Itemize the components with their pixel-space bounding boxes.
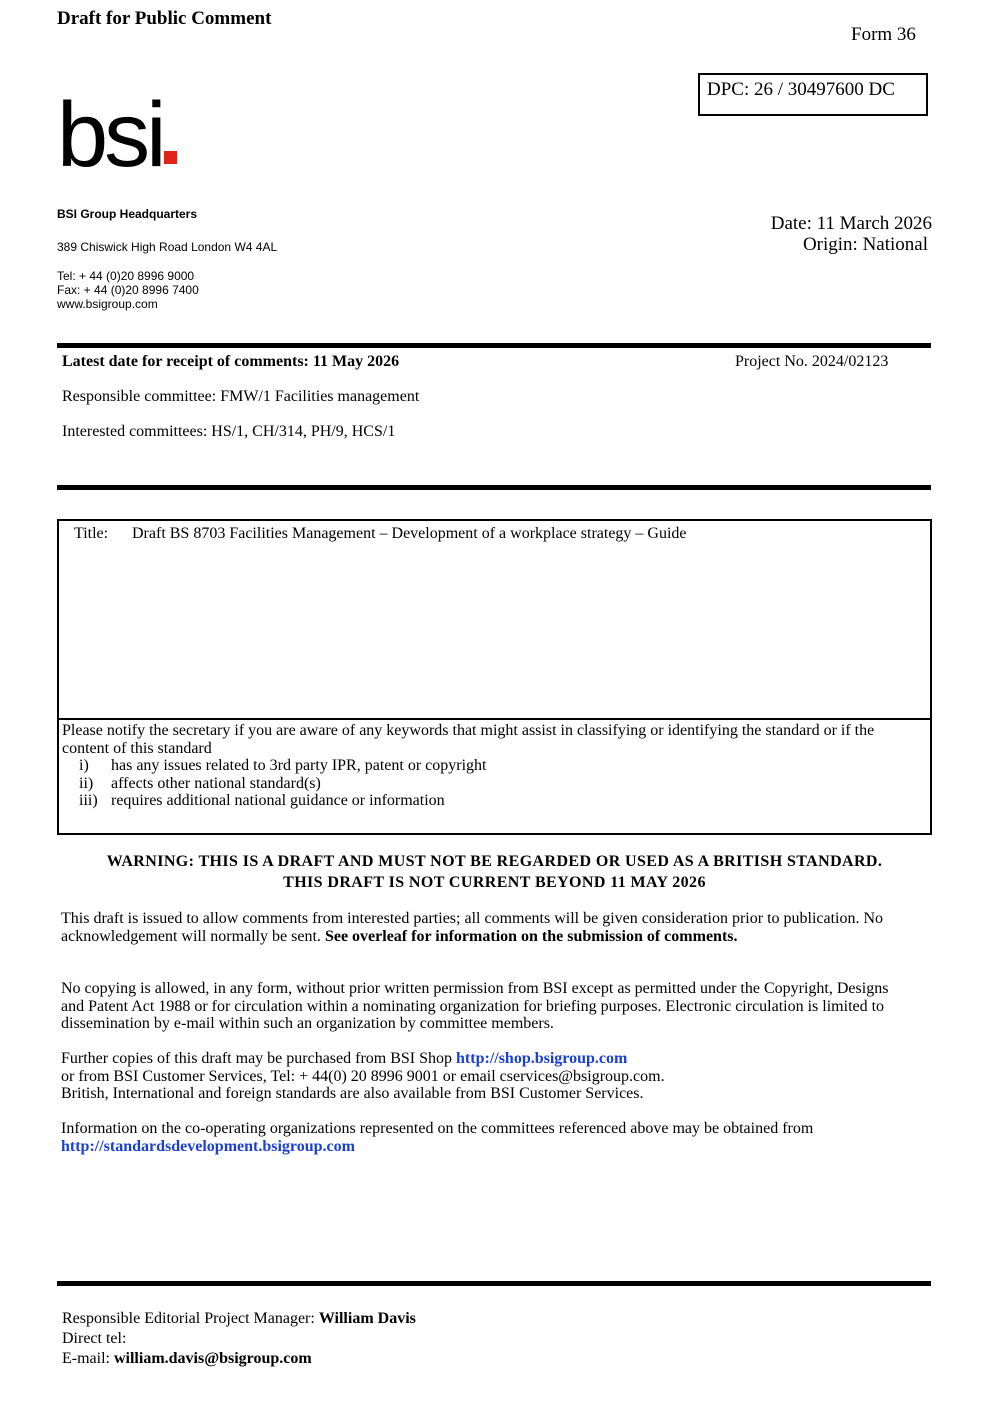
standards-availability-line: British, International and foreign standards are also available from BSI Customer Services. — [61, 1085, 644, 1102]
hq-fax: Fax: + 44 (0)20 8996 7400 — [57, 283, 199, 297]
purchase-text: Further copies of this draft may be purchased from BSI Shop — [61, 1050, 453, 1067]
notify-intro: Please notify the secretary if you are aware of any keywords that might assist in classifying or identifying the standard or if the content of this standard — [62, 722, 875, 757]
title-box — [57, 519, 932, 835]
email-label: E-mail: — [62, 1350, 110, 1367]
hq-tel: Tel: + 44 (0)20 8996 9000 — [57, 269, 195, 283]
dpc-reference-box — [698, 73, 928, 116]
overleaf-note: See overleaf for information on the submission of comments. — [324, 927, 738, 945]
title-row — [74, 525, 687, 543]
middle-rule — [57, 485, 931, 490]
box-divider — [59, 718, 930, 720]
standards-development-link[interactable]: http://standardsdevelopment.bsigroup.com — [61, 1137, 355, 1155]
project-number: Project No. 2024/02123 — [735, 353, 889, 370]
top-rule — [57, 343, 931, 348]
info-text: Information on the co-operating organizations represented on the committees referenced above may be obtained from — [61, 1120, 814, 1137]
draft-warning — [57, 851, 932, 893]
notify-item: iii) requires additional national guidance or information — [79, 792, 445, 809]
hq-name: BSI Group Headquarters — [57, 207, 198, 221]
document-title: Draft BS 8703 Facilities Management – Development of a workplace strategy – Guide — [132, 525, 687, 542]
notify-item: ii) affects other national standard(s) — [79, 774, 321, 792]
warning-line-1: WARNING: THIS IS A DRAFT AND MUST NOT BE REGARDED OR USED AS A BRITISH STANDARD. — [106, 853, 883, 870]
bsi-logo-text: bsi — [57, 88, 163, 178]
hq-web[interactable]: www.bsigroup.com — [57, 297, 158, 311]
bottom-rule — [57, 1281, 931, 1286]
email-value[interactable]: william.davis@bsigroup.com — [113, 1350, 312, 1367]
dpc-reference: DPC: 26 / 30497600 DC — [707, 79, 895, 100]
bsi-logo-dot — [164, 151, 177, 164]
manager-name: William Davis — [318, 1310, 416, 1327]
issue-date: Date: 11 March 2026 — [770, 213, 932, 234]
notify-item: i) has any issues related to 3rd party IPR, patent or copyright — [79, 757, 487, 774]
copyright-paragraph: No copying is allowed, in any form, without prior written permission from BSI except as permitted under the Copyright, Designs and Patent Act 1988 or for circulation within a nominating organization for briefing purposes. Electronic circulation is limited to dissemination by e-mail within such an organization by committee members. — [61, 980, 889, 1032]
manager-label: Responsible Editorial Project Manager: — [62, 1310, 315, 1327]
draft-label: Draft for Public Comment — [57, 8, 272, 29]
notify-section — [62, 722, 922, 810]
info-paragraph — [61, 1120, 901, 1155]
issue-paragraph — [61, 910, 901, 945]
bsi-logo — [57, 88, 197, 178]
title-label: Title: — [74, 525, 109, 542]
interested-committees: Interested committees: HS/1, CH/314, PH/9, HCS/1 — [62, 423, 396, 440]
origin: Origin: National — [802, 234, 928, 255]
form-label: Form 36 — [851, 24, 916, 45]
hq-address: 389 Chiswick High Road London W4 4AL — [57, 240, 278, 254]
purchase-paragraph — [61, 1050, 901, 1103]
shop-link[interactable]: http://shop.bsigroup.com — [456, 1050, 628, 1067]
manager-email — [62, 1350, 312, 1368]
project-manager — [62, 1310, 416, 1328]
latest-comment-date: Latest date for receipt of comments: 11 May 2026 — [62, 353, 400, 370]
issue-text: This draft is issued to allow comments from interested parties; all comments will be given consideration prior to publication. No acknowledgement will normally be sent. — [61, 910, 884, 945]
customer-services-line: or from BSI Customer Services, Tel: + 44(0) 20 8996 9001 or email cservices@bsigroup.com. — [61, 1067, 665, 1085]
responsible-committee: Responsible committee: FMW/1 Facilities management — [62, 388, 420, 405]
direct-tel: Direct tel: — [62, 1330, 127, 1347]
warning-line-2: THIS DRAFT IS NOT CURRENT BEYOND 11 MAY 2026 — [283, 874, 706, 891]
